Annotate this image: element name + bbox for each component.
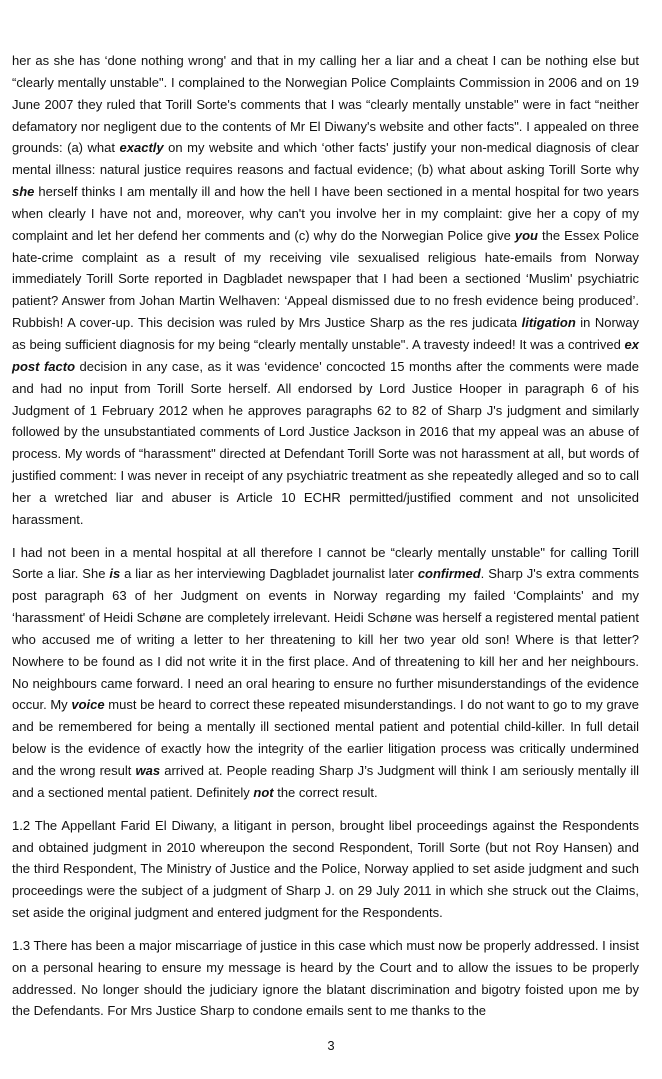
emphasis-text: you	[514, 227, 538, 243]
text-run: in Norway as being sufficient diagnosis for my being “clearly mentally unstable". A travesty indeed! It was a contrived	[12, 315, 639, 352]
text-run: must be heard to correct these repeated misunderstandings. I do not want to go to my grave and be remembered for being a mentally ill sectioned mental patient and potential child-killer. In full detail below is the evidence of exactly how the integrity of the earlier litigation process was critically undermined and the wrong result	[12, 697, 639, 778]
text-run: herself thinks I am mentally ill and how the hell I have been sectioned in a mental hospital for two years when clearly I have not and, moreover, why can't you involve her in my complaint: give her a copy of my complaint and let her defend her comments and (c) why do the Norwegian Police give	[12, 184, 639, 243]
document-body	[12, 50, 639, 1033]
page-number: 3	[327, 1038, 335, 1053]
text-run: on my website and which ‘other facts' justify your non-medical diagnosis of clear mental illness: natural justice requires reasons and factual evidence; (b) what about asking Torill Sorte why	[12, 140, 640, 178]
text-run: her as she has ‘done nothing wrong' and that in my calling her a liar and a cheat I can be nothing else but “clearly mentally unstable". I complained to the Norwegian Police Complaints Commission in 2006 and on 19 June 2007 they ruled that Torill Sorte's comments that I was “clearly mentally unstable" were in fact “neither defamatory nor negligent due to the contents of Mr El Diwany's website and other facts". I appealed on three grounds: (a) what	[12, 53, 639, 156]
emphasis-text: she	[12, 184, 35, 200]
text-run: 1.3 There has been a major miscarriage of justice in this case which must now be properly addressed. I insist on a personal hearing to ensure my message is heard by the Court and to allow the issues to be properly addressed. No longer should the judiciary ignore the blatant discrimination and bigotry foisted upon me by the Defendants. For Mrs Justice Sharp to condone emails sent to me thanks to the	[12, 937, 639, 1019]
text-run: a liar as her interviewing Dagbladet journalist later	[120, 566, 418, 582]
text-run: 1.2 The Appellant Farid El Diwany, a litigant in person, brought libel proceedings against the Respondents and obtained judgment in 2010 whereupon the second Respondent, Torill Sorte (but not Roy Hansen) and the third Respondent, The Ministry of Justice and the Police, Norway applied to set aside judgment and such proceedings were the subject of a judgment of Sharp J. on 29 July 2011 in which she struck out the Claims, set aside the original judgment and entered judgment for the Respondents.	[12, 817, 639, 921]
text-run: arrived at. People reading Sharp J’s Judgment will think I am seriously mentally ill and a sectioned mental patient. Definitely	[12, 763, 639, 800]
text-run: . Sharp J's extra comments post paragraph 63 of her Judgment on events in Norway regarding my failed ‘Complaints' and my ‘harassment' of Heidi Schøne are completely irrelevant. Heidi Schøne was herself a registered mental patient who accused me of writing a letter to her threatening to kill her two year old son! Where is that letter? Nowhere to be found as I did not write it in the first place. And of threatening to kill her and her neighbours. No neighbours came forward. I need an oral hearing to ensure no further misunderstandings of the evidence occur. My	[12, 566, 639, 713]
emphasis-text: exactly	[119, 140, 164, 156]
text-run: decision in any case, as it was ‘evidence' concocted 15 months after the comments were made and had no input from Torill Sorte herself. All endorsed by Lord Justice Hooper in paragraph 6 of his Judgment of 1 February 2012 when he approves paragraphs 62 to 82 of Sharp J's judgment and similarly followed by the unsubstantiated comments of Lord Justice Jackson in 2016 that my appeal was an abuse of process. My words of “harassment" directed at Defendant Torill Sorte was not harassment at all, but words of justified comment: I was never in receipt of any psychiatric treatment as she repeatedly alleged and so to call her a wretched liar and abuser is Article 10 ECHR permitted/justified comment and not unsolicited harassment.	[12, 358, 639, 527]
paragraph	[12, 50, 639, 531]
emphasis-text: is	[109, 566, 121, 582]
paragraph	[12, 542, 639, 804]
paragraph	[12, 815, 639, 924]
emphasis-text: voice	[71, 697, 105, 713]
emphasis-text: litigation	[521, 315, 576, 331]
text-run: the Essex Police hate-crime complaint as a result of my receiving vile sexualised religious hate-emails from Norway immediately Torill Sorte reported in Dagbladet newspaper that I had been a sectioned ‘Muslim' psychiatric patient? Answer from Johan Martin Welhaven: ‘Appeal dismissed due to no fresh evidence being produced’. Rubbish! A cover-up. This decision was ruled by Mrs Justice Sharp as the res judicata	[12, 227, 640, 331]
emphasis-text: ex post facto	[12, 336, 639, 374]
emphasis-text: confirmed	[417, 566, 481, 582]
emphasis-text: not	[253, 784, 274, 800]
emphasis-text: was	[135, 763, 161, 778]
text-run: I had not been in a mental hospital at all therefore I cannot be “clearly mentally unstable" for calling Torill Sorte a liar. She	[12, 544, 639, 582]
paragraph	[12, 935, 639, 1022]
text-run: the correct result.	[273, 784, 378, 800]
